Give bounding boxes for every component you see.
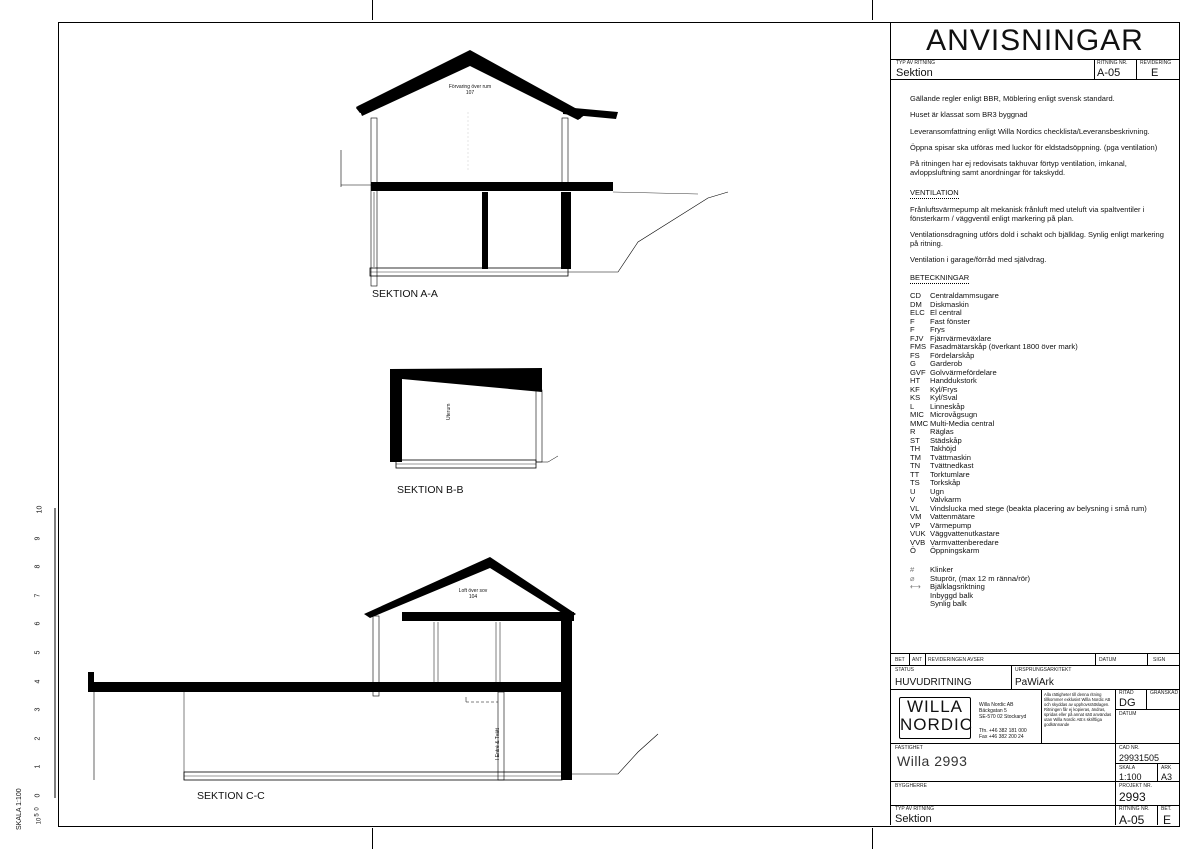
general-note: På ritningen har ej redovisats takhuvar förtyp ventilation, imkanal, avloppsluftning samt anordningar för takskydd.: [910, 159, 1127, 177]
legend-text: Vattenmätare: [930, 512, 976, 521]
scale-tick: 4: [34, 679, 42, 684]
scale-small-tick: 5: [34, 813, 41, 817]
symbol-list: [910, 566, 1110, 614]
diameter-icon: ⌀: [910, 573, 915, 583]
legend-heading: BETECKNINGAR: [910, 273, 970, 282]
scale-tick: 2: [34, 736, 42, 741]
ritad-label: RITAD: [1119, 690, 1134, 696]
legend-text: Väggvattenutkastare: [930, 529, 1000, 538]
bottom-type-label: TYP AV RITNING: [895, 806, 934, 812]
legend-text: Varmvattenberedare: [930, 537, 999, 547]
section-cc-label: SEKTION C-C: [197, 790, 265, 802]
legend-code: VVB: [910, 537, 926, 547]
legend-code: F: [910, 325, 915, 334]
scale-tick: 5: [34, 650, 42, 655]
legend-code: FS: [910, 350, 920, 360]
rev-header-ant: ANT: [912, 657, 922, 663]
legend-code: TN: [910, 461, 921, 470]
rev-header-rev: REVIDERINGEN AVSER: [928, 657, 984, 663]
legend-text: Torktumlare: [930, 469, 970, 479]
granskad-label: GRANSKAD: [1150, 690, 1179, 696]
legend-code: HT: [910, 376, 921, 385]
company-phone: [979, 728, 1043, 740]
byggherre-label: BYGGHERRE: [895, 783, 927, 789]
title-block: [890, 22, 1179, 825]
legend-text: Diskmaskin: [930, 299, 969, 309]
legend-list: [910, 292, 1175, 556]
legend-code: V: [910, 495, 916, 504]
legend-text: Räglas: [930, 427, 954, 436]
drawing-no-label: RITNING NR.: [1097, 60, 1128, 66]
legend-text: Öppningskarm: [930, 546, 980, 555]
scale-tick: 0: [34, 793, 42, 798]
legend-text: Kyl/Frys: [930, 384, 958, 394]
legend-text: Linneskåp: [930, 401, 965, 411]
page-title: ANVISNINGAR: [926, 24, 1144, 57]
scale-tick: 3: [34, 707, 42, 712]
legend-code: VM: [910, 512, 922, 521]
general-note: Öppna spisar ska utföras med luckor för eldstadsöppning. (pga ventilation): [910, 142, 1158, 152]
legend-code: FMS: [910, 342, 927, 351]
legend-text: Centraldammsugare: [930, 291, 999, 300]
legend-code: U: [910, 486, 916, 496]
legend-item: [910, 479, 1175, 488]
scale-tick: 7: [34, 593, 42, 598]
ventilation-notes: [910, 206, 1172, 272]
legend-text: Värmepump: [930, 520, 972, 530]
legend-code: VL: [910, 503, 920, 513]
legend-text: Multi-Media central: [930, 418, 995, 428]
status-label: STATUS: [895, 667, 914, 673]
legend-code: VP: [910, 520, 921, 530]
address-line: Bäckgatan 5: [979, 708, 1007, 714]
symbol-text: Inbyggd balk: [930, 590, 974, 600]
legend-text: Microvågsugn: [930, 410, 978, 419]
legend-code: TH: [910, 444, 921, 453]
center-mark-top: [372, 0, 373, 20]
legend-code: VUK: [910, 529, 926, 538]
general-note: Gällande regler enligt BBR, Möblering enligt svensk standard.: [910, 94, 1115, 103]
address-line: SE-570 02 Stockaryd: [979, 714, 1027, 720]
bottom-type-value: Sektion: [895, 813, 932, 825]
symbol-text: Klinker: [930, 566, 954, 574]
section-bb-label: SEKTION B-B: [397, 484, 464, 496]
legend-code: G: [910, 359, 916, 368]
legend-code: DM: [910, 299, 922, 309]
hash-icon: #: [910, 566, 915, 574]
cad-label: CAD NR.: [1119, 745, 1140, 751]
legend-code: CD: [910, 291, 921, 300]
bottom-rev-label: BET.: [1161, 806, 1172, 812]
scale-small-tick: 10: [36, 817, 43, 825]
scale-field-value: 1:100: [1119, 772, 1142, 782]
legend-text: Fasadmätarskåp (överkant 1800 över mark): [930, 342, 1078, 351]
rev-header-sign: SIGN: [1153, 657, 1166, 663]
status-value: HUVUDRITNING: [895, 677, 972, 688]
section-aa-label: SEKTION A-A: [372, 288, 438, 300]
scale-tick: 9: [34, 536, 42, 541]
logo-word-2: NORDIC: [900, 715, 974, 734]
legend-text: Takhöjd: [930, 444, 957, 453]
section-cc-loft-label: Loft över sov 104: [458, 588, 488, 600]
bottom-drawing-no-label: RITNING NR.: [1119, 806, 1150, 812]
revision-value: E: [1151, 67, 1159, 79]
rev-header-datum: DATUM: [1099, 657, 1117, 663]
address-line: Willa Nordic AB: [979, 702, 1014, 708]
section-bb-drawing: [390, 368, 558, 468]
ark-value: A3: [1161, 772, 1173, 782]
scale-bar: [28, 500, 58, 830]
legend-text: Städskåp: [930, 435, 962, 445]
legend-code: MMC: [910, 418, 929, 428]
legend-text: Fast fönster: [930, 316, 971, 326]
legend-code: KS: [910, 393, 921, 402]
legend-text: Frys: [930, 325, 945, 334]
architect-value: PaWiArk: [1015, 677, 1054, 688]
type-label: TYP AV RITNING: [896, 60, 935, 66]
legend-text: Fördelarskåp: [930, 350, 975, 360]
legend-text: El central: [930, 308, 962, 317]
legend-text: Valvkarm: [930, 495, 962, 504]
legend-code: ST: [910, 435, 920, 445]
ventilation-heading: VENTILATION: [910, 188, 959, 197]
architect-label: URSPRUNGSARKITEKT: [1015, 667, 1072, 673]
ventilation-note: Ventilationsdragning utförs dold i schakt och bjälklag. Synlig enligt markering på ritning.: [910, 230, 1164, 248]
project-label: PROJEKT NR.: [1119, 783, 1152, 789]
arrow-line-icon: ⟷: [910, 582, 921, 591]
legend-code: TM: [910, 452, 921, 462]
legend-text: Golvvärmefördelare: [930, 367, 997, 377]
legend-text: Tvättnedkast: [930, 461, 974, 470]
symbol-text: Synlig balk: [930, 599, 967, 608]
general-notes: [910, 95, 1172, 185]
cad-value: 29931505: [1119, 753, 1160, 763]
revision-label: REVIDERING: [1140, 60, 1172, 66]
ventilation-note: Ventilation i garage/förråd med självdrag.: [910, 255, 1047, 265]
legend-text: Vindslucka med stege (beakta placering av belysning i små rum): [930, 503, 1147, 513]
legend-code: GVF: [910, 367, 926, 377]
section-cc-drawing: [88, 557, 658, 780]
legend-text: Tvättmaskin: [930, 452, 971, 462]
legend-text: Ugn: [930, 486, 944, 496]
project-value: 2993: [1119, 790, 1146, 804]
center-mark-bottom: [372, 828, 373, 849]
legend-code: KF: [910, 384, 920, 394]
copyright-text: Alla rättigheter till denna ritning tillkommer exklusivt Willa Nordic AB och skyddas av upphovsrättslagen. Ritningen får ej kopieras, ändras, spridas eller på annat sätt användas utan Willa Nordic AB:s skriftliga godkännande: [1044, 692, 1112, 727]
phone-line: Tfn. +46 382 181 000: [979, 728, 1027, 734]
symbol-item: [910, 600, 1110, 609]
bottom-drawing-no: A-05: [1119, 813, 1145, 827]
legend-code: L: [910, 401, 915, 411]
property-label: FASTIGHET: [895, 745, 923, 751]
legend-item: [910, 318, 1175, 327]
legend-text: Handdukstork: [930, 376, 977, 385]
ventilation-note: Frånluftsvärmepump alt mekanisk frånluft med uteluft via spaltventiler i fönsterkarm / väggventil enligt markering på plan.: [910, 205, 1145, 223]
scale-tick: 10: [36, 505, 44, 514]
general-note: Leveransomfattning enligt Willa Nordics checklista/Leveransbeskrivning.: [910, 126, 1150, 136]
legend-text: Fjärrvärmeväxlare: [930, 333, 992, 343]
ark-label: ARK: [1161, 765, 1172, 771]
property-value: Willa 2993: [897, 753, 968, 769]
center-mark-bottom-right: [872, 828, 873, 849]
section-aa-drawing: [341, 50, 728, 286]
company-address: [979, 702, 1043, 720]
scale-tick: 1: [34, 764, 42, 769]
rev-header-bet: BET: [895, 657, 905, 663]
section-drawings: [58, 22, 890, 825]
type-value: Sektion: [896, 67, 933, 79]
bottom-rev-value: E: [1163, 813, 1172, 827]
section-aa-room-label: Förvaring över rum 107: [448, 84, 492, 96]
logo-word-1: WILLA: [906, 697, 964, 716]
general-note: Huset är klassat som BR3 byggnad: [910, 110, 1028, 120]
center-mark-top-right: [872, 0, 873, 20]
symbol-text: Stuprör, (max 12 m ränna/rör): [930, 573, 1031, 583]
legend-code: TS: [910, 478, 920, 487]
legend-text: Kyl/Sval: [930, 393, 958, 402]
scale-small-tick: 0: [34, 807, 41, 811]
phone-line: Fax +46 382 200 24: [979, 734, 1024, 740]
scale-bar-graphic: [28, 500, 58, 830]
scale-tick: 8: [34, 564, 42, 569]
legend-code: R: [910, 427, 916, 436]
legend-code: F: [910, 316, 915, 326]
legend-code: TT: [910, 469, 920, 479]
legend-text: Torkskåp: [930, 478, 961, 487]
legend-code: MIC: [910, 410, 924, 419]
legend-item: [910, 547, 1175, 556]
legend-code: Ö: [910, 546, 916, 555]
datum-label: DATUM: [1119, 711, 1137, 717]
ritad-value: DG: [1119, 697, 1136, 709]
section-bb-room-label: Uterum: [446, 403, 452, 420]
scale-label: SKALA 1:100: [16, 788, 23, 830]
drawing-no-value: A-05: [1097, 67, 1121, 79]
legend-code: FJV: [910, 333, 924, 343]
scale-tick: 6: [34, 621, 42, 626]
legend-code: ELC: [910, 308, 925, 317]
scale-field-label: SKALA: [1119, 765, 1136, 771]
legend-text: Garderob: [930, 359, 963, 368]
symbol-text: Bjälklagsriktning: [930, 582, 985, 591]
section-cc-room-label: I Entré & Tvätt: [495, 728, 501, 760]
company-logo: [899, 697, 974, 739]
